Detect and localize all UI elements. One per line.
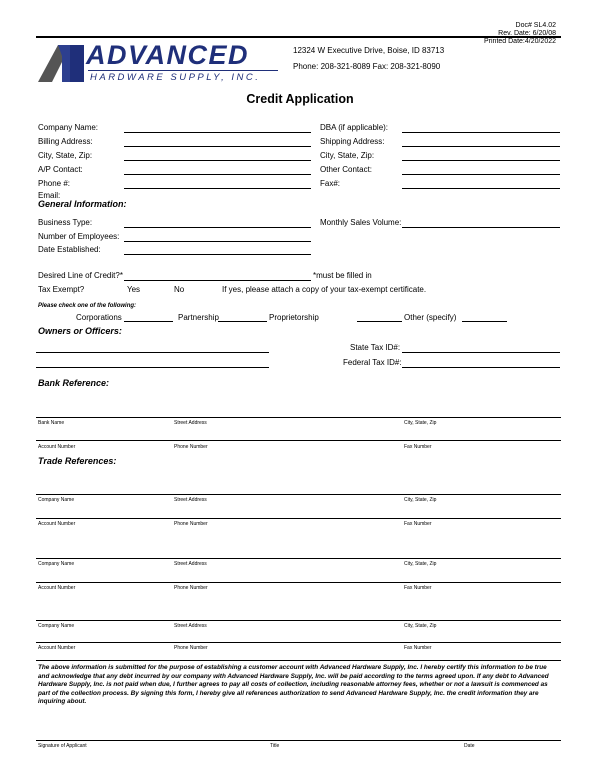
tax-exempt-yes[interactable]: Yes <box>127 285 141 294</box>
label-dba: DBA (if applicable): <box>320 123 389 132</box>
label-monthly-sales: Monthly Sales Volume: <box>320 218 402 227</box>
field-federal-tax-id[interactable] <box>402 367 560 368</box>
bank-label-fax: Fax Number <box>404 444 432 450</box>
entity-heading: Please check one of the following: <box>38 303 137 309</box>
bank-line-2[interactable] <box>36 440 561 441</box>
trade1-label-street: Street Address <box>174 497 207 503</box>
label-tax-exempt: Tax Exempt? <box>38 285 85 294</box>
field-other-specify[interactable] <box>462 321 507 322</box>
field-billing-address[interactable] <box>124 146 311 147</box>
label-federal-tax-id: Federal Tax ID#: <box>343 358 402 367</box>
trade1-label-city: City, State, Zip <box>404 497 437 503</box>
label-ap-contact: A/P Contact: <box>38 165 83 174</box>
tax-exempt-no[interactable]: No <box>174 285 185 294</box>
trade1-line-1[interactable] <box>36 494 561 495</box>
trade3-label-fax: Fax Number <box>404 645 432 651</box>
option-partnership[interactable]: Partnership <box>178 313 219 322</box>
label-business-type: Business Type: <box>38 218 93 227</box>
field-shipping-address[interactable] <box>402 146 560 147</box>
trade3-line-2[interactable] <box>36 642 561 643</box>
field-company-name[interactable] <box>124 132 311 133</box>
label-phone: Phone #: <box>38 179 71 188</box>
option-proprietorship[interactable]: Proprietorship <box>269 313 319 322</box>
logo-underline <box>88 70 278 71</box>
trade2-label-fax: Fax Number <box>404 585 432 591</box>
trade1-line-2[interactable] <box>36 518 561 519</box>
label-other-contact: Other Contact: <box>320 165 373 174</box>
field-other-contact[interactable] <box>402 174 560 175</box>
label-email: Email: <box>38 191 61 200</box>
trade1-label-phone: Phone Number <box>174 521 208 527</box>
bank-label-phone: Phone Number <box>174 444 208 450</box>
field-dba[interactable] <box>402 132 560 133</box>
page-title: Credit Application <box>246 92 354 106</box>
label-employees: Number of Employees: <box>38 232 120 241</box>
label-title: Title <box>270 743 280 749</box>
field-employees[interactable] <box>124 241 311 242</box>
company-address: 12324 W Executive Drive, Boise, ID 83713 <box>293 46 445 55</box>
label-desired-credit: Desired Line of Credit?* <box>38 271 123 280</box>
trade3-label-account: Account Number <box>38 645 76 651</box>
trade1-label-account: Account Number <box>38 521 76 527</box>
trade2-label-city: City, State, Zip <box>404 561 437 567</box>
trade2-line-2[interactable] <box>36 582 561 583</box>
required-note: *must be filled in <box>313 271 372 280</box>
label-company-name: Company Name: <box>38 123 99 132</box>
trade1-label-fax: Fax Number <box>404 521 432 527</box>
label-signature: Signature of Applicant <box>38 743 87 749</box>
trade2-line-1[interactable] <box>36 558 561 559</box>
field-fax[interactable] <box>402 188 560 189</box>
company-logo-icon <box>36 42 86 82</box>
field-owner-2[interactable] <box>36 367 269 368</box>
owners-heading: Owners or Officers: <box>38 326 122 336</box>
disclaimer-text: The above information is submitted for the purpose of establishing a customer account with Advanced Hardware Supply, Inc. I hereby certify this information to be true and acknowledge that any debt incurred by our company with Advanced Hardware Supply, Inc. will be paid according to the terms agreed upon. If any debt to Advanced Hardware Supply, Inc. is not paid when due, I further agrees to pay all costs of collection, including reasonable attorney fees, whether or not a lawsuit is commenced as part of the collection process. By signing this form, I hereby give all references authorization to send Advanced Hardware Supply, Inc. the credit information they are inquiring about. <box>38 664 549 706</box>
trade3-label-city: City, State, Zip <box>404 623 437 629</box>
trade2-label-phone: Phone Number <box>174 585 208 591</box>
doc-number: Doc# SL4.02 <box>515 22 556 29</box>
trade1-label-company: Company Name <box>38 497 75 503</box>
tax-certificate-note: If yes, please attach a copy of your tax-exempt certificate. <box>222 285 427 294</box>
check-proprietorship[interactable] <box>357 321 402 322</box>
general-info-heading: General Information: <box>38 199 127 209</box>
company-logo-name: ADVANCED <box>86 40 250 70</box>
doc-rev-date: Rev. Date: 6/20/08 <box>498 30 556 37</box>
field-owner-1[interactable] <box>36 352 269 353</box>
bank-heading: Bank Reference: <box>38 378 110 388</box>
label-date: Date <box>464 743 475 749</box>
trade3-line-1[interactable] <box>36 620 561 621</box>
field-state-tax-id[interactable] <box>402 352 560 353</box>
field-desired-credit[interactable] <box>124 280 311 281</box>
bank-label-name: Bank Name <box>38 420 65 426</box>
field-phone[interactable] <box>124 188 311 189</box>
doc-printed-date: Printed Date:4/20/2022 <box>484 38 556 45</box>
option-other[interactable]: Other (specify) <box>404 313 457 322</box>
field-shipping-city-state-zip[interactable] <box>402 160 560 161</box>
field-ap-contact[interactable] <box>124 174 311 175</box>
trade3-label-phone: Phone Number <box>174 645 208 651</box>
label-fax: Fax#: <box>320 179 341 188</box>
check-partnership[interactable] <box>218 321 267 322</box>
field-monthly-sales[interactable] <box>402 227 560 228</box>
trade-heading: Trade References: <box>38 456 117 466</box>
signature-line[interactable] <box>36 740 561 741</box>
label-billing-address: Billing Address: <box>38 137 93 146</box>
bank-line-1[interactable] <box>36 417 561 418</box>
trade2-label-street: Street Address <box>174 561 207 567</box>
trade3-label-company: Company Name <box>38 623 75 629</box>
trade2-label-account: Account Number <box>38 585 76 591</box>
bank-label-account: Account Number <box>38 444 76 450</box>
field-business-type[interactable] <box>124 227 311 228</box>
field-date-established[interactable] <box>124 254 311 255</box>
header-rule <box>36 36 561 38</box>
company-phone-fax: Phone: 208-321-8089 Fax: 208-321-8090 <box>293 62 441 71</box>
label-date-established: Date Established: <box>38 245 101 254</box>
bank-label-city: City, State, Zip <box>404 420 437 426</box>
label-city-state-zip: City, State, Zip: <box>38 151 93 160</box>
label-shipping-city-state-zip: City, State, Zip: <box>320 151 375 160</box>
trade2-label-company: Company Name <box>38 561 75 567</box>
option-corporations[interactable]: Corporations <box>76 313 122 322</box>
label-state-tax-id: State Tax ID#: <box>350 343 401 352</box>
trade3-label-street: Street Address <box>174 623 207 629</box>
bank-label-street: Street Address <box>174 420 207 426</box>
company-logo-subtitle: HARDWARE SUPPLY, INC. <box>90 72 261 83</box>
disclaimer-rule <box>36 660 561 661</box>
check-corporations[interactable] <box>124 321 173 322</box>
label-shipping-address: Shipping Address: <box>320 137 385 146</box>
field-city-state-zip[interactable] <box>124 160 311 161</box>
